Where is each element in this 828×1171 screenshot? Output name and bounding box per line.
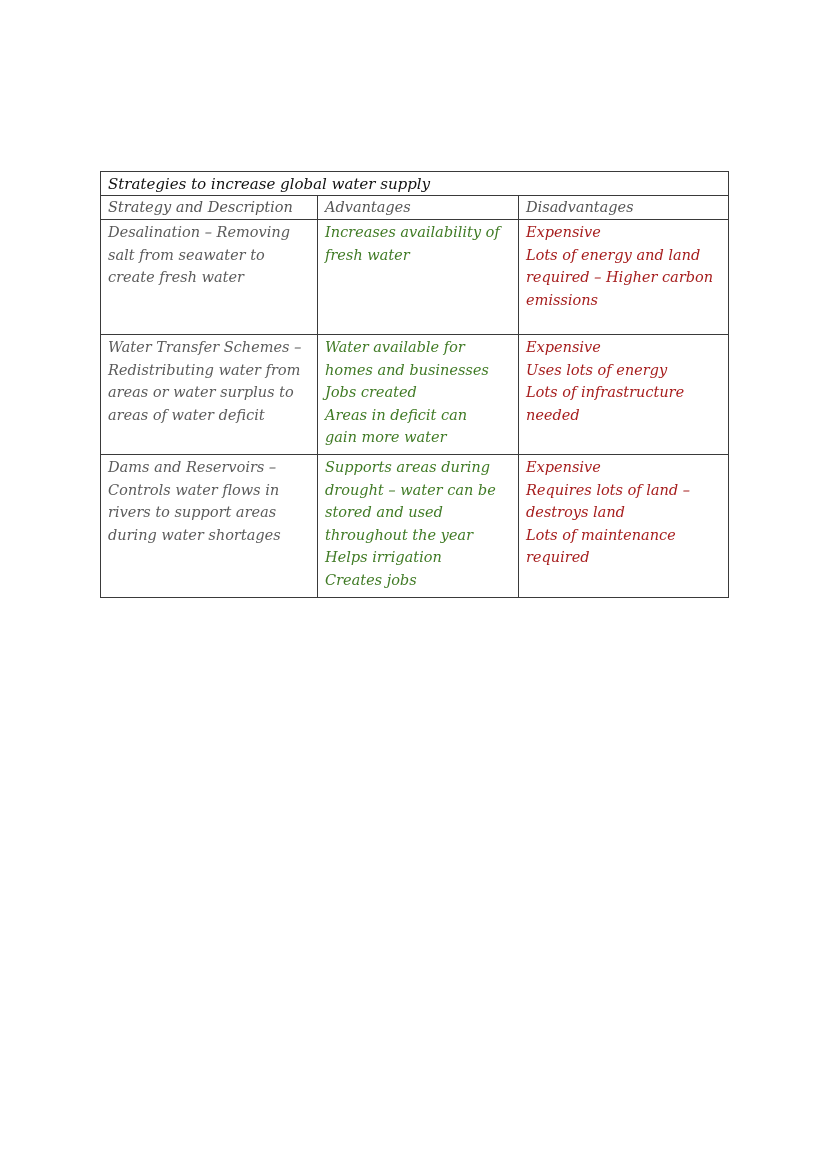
disadvantage-line: needed <box>526 407 580 424</box>
strategy-cell <box>101 335 318 455</box>
disadvantage-line: required <box>526 550 590 567</box>
advantage-line: Jobs created <box>325 385 417 402</box>
table-title: Strategies to increase global water supply <box>101 172 729 196</box>
disadvantages-cell <box>519 335 729 455</box>
advantage-line: stored and used <box>325 505 443 522</box>
advantage-line: Increases availability of <box>325 225 500 241</box>
advantage-line: Water available for <box>325 340 465 356</box>
header-advantages: Advantages <box>318 196 519 220</box>
header-disadvantages: Disadvantages <box>519 196 729 220</box>
disadvantage-line: Uses lots of energy <box>526 362 668 379</box>
advantage-line: homes and businesses <box>325 362 489 379</box>
strategy-line: areas or water surplus to <box>108 385 294 402</box>
advantages-cell <box>318 454 519 597</box>
strategy-cell <box>101 220 318 335</box>
disadvantage-line: Expensive <box>526 340 601 356</box>
advantage-line: Areas in deficit can <box>325 407 468 424</box>
disadvantage-line: Lots of maintenance <box>526 527 676 544</box>
water-strategies-table <box>100 171 729 598</box>
disadvantage-line: emissions <box>526 292 598 309</box>
advantage-line: Creates jobs <box>325 572 417 589</box>
table-row <box>101 335 729 455</box>
advantage-line: Helps irrigation <box>325 550 442 567</box>
strategy-line: create fresh water <box>108 270 244 287</box>
advantage-line: drought – water can be <box>325 482 496 499</box>
advantage-line: throughout the year <box>325 527 473 544</box>
strategy-line: salt from seawater to <box>108 247 265 264</box>
disadvantage-line: Lots of infrastructure <box>526 385 685 402</box>
document-page <box>100 171 728 598</box>
strategy-line: Controls water flows in <box>108 482 280 499</box>
disadvantage-line: required – Higher carbon <box>526 270 714 287</box>
strategy-line: rivers to support areas <box>108 505 277 522</box>
strategy-line: Water Transfer Schemes – <box>108 340 302 356</box>
strategy-line: Desalination – Removing <box>108 225 290 241</box>
advantage-line: Supports areas during <box>325 459 491 476</box>
strategy-line: areas of water deficit <box>108 407 265 424</box>
strategy-cell <box>101 454 318 597</box>
strategy-line: during water shortages <box>108 527 281 544</box>
table-row <box>101 454 729 597</box>
disadvantage-line: Expensive <box>526 225 601 241</box>
advantage-line: gain more water <box>325 430 447 447</box>
advantages-cell <box>318 220 519 335</box>
disadvantages-cell <box>519 220 729 335</box>
table-header-row <box>101 196 729 220</box>
header-strategy: Strategy and Description <box>101 196 318 220</box>
table-title-row <box>101 172 729 196</box>
advantages-cell <box>318 335 519 455</box>
disadvantage-line: Lots of energy and land <box>526 247 701 264</box>
disadvantage-line: Expensive <box>526 459 601 476</box>
disadvantages-cell <box>519 454 729 597</box>
advantage-line: fresh water <box>325 247 410 264</box>
strategy-line: Redistributing water from <box>108 362 301 379</box>
strategy-line: Dams and Reservoirs – <box>108 459 277 476</box>
table-row <box>101 220 729 335</box>
disadvantage-line: destroys land <box>526 505 625 522</box>
disadvantage-line: Requires lots of land – <box>526 482 691 499</box>
